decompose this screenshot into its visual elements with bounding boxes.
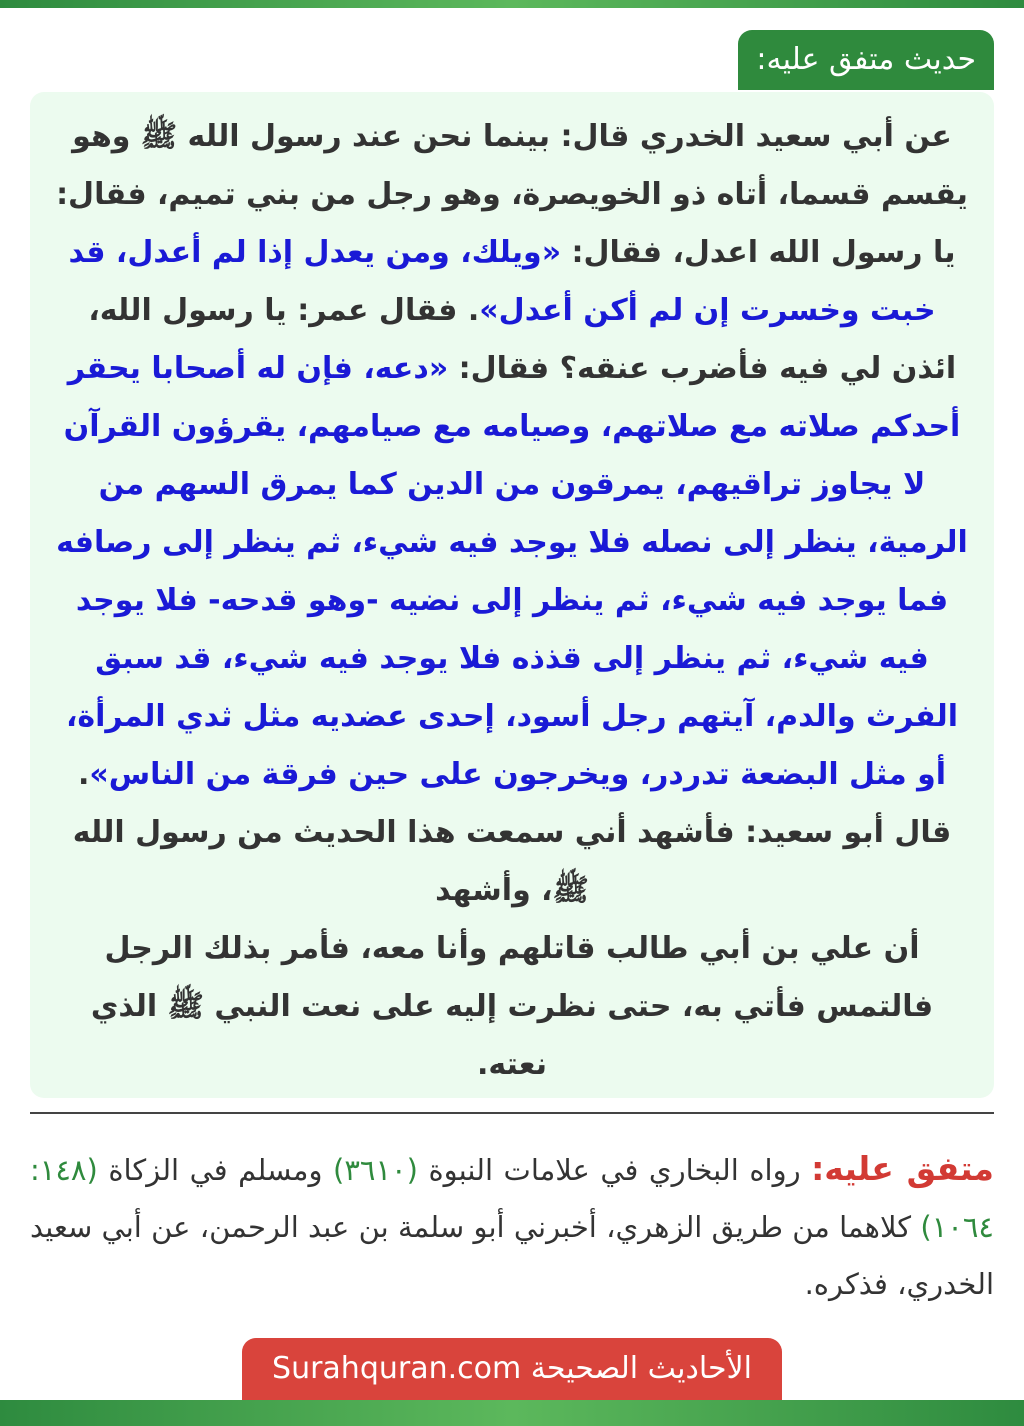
hadith-quote-2: «دعه، فإن له أصحابا يحقر أحدكم صلاته مع صلاتهم، وصيامه مع صيامهم، يقرؤون القرآن لا يجاوز تراقيهم، يمرقون من الدين كما يمرق السهم من الرمية، ينظر إلى نصله فلا يوجد فيه شيء، ثم ينظر إلى رصافه فما يوجد فيه شيء، ثم ينظر إلى نضيه -وهو قدحه- فلا يوجد فيه شيء، ثم ينظر إلى قذذه فلا يوجد فيه شيء، قد سبق الفرث والدم، آيتهم رجل أسود، إحدى عضديه مثل ثدي المرأة، أو مثل البضعة تدردر، ويخرجون على حين فرقة من الناس»	[56, 351, 968, 792]
hadith-narration-part1: عن أبي سعيد الخدري قال: بينما نحن عند رسول الله ﷺ وهو يقسم قسما، أتاه ذو الخويصرة، وهو رجل من بني تميم، فقال: يا رسول الله اعدل، فقال:	[56, 119, 968, 270]
top-accent-bar	[0, 0, 1024, 8]
source-text-1: رواه البخاري في علامات النبوة	[417, 1153, 812, 1187]
section-divider	[30, 1112, 994, 1114]
hadith-title: حديث متفق عليه:	[756, 42, 976, 77]
source-reference-muslim: (١٤٨: ١٠٦٤)	[30, 1153, 994, 1244]
hadith-text-box	[30, 92, 994, 1098]
hadith-source	[30, 1140, 994, 1313]
source-text-3: كلاهما من طريق الزهري، أخبرني أبو سلمة بن عبد الرحمن، عن أبي سعيد الخدري، فذكره.	[30, 1210, 994, 1301]
hadith-narration-part2: . فقال عمر: يا رسول الله، ائذن لي فيه فأضرب عنقه؟ فقال:	[88, 293, 957, 386]
source-text-2: ومسلم في الزكاة	[97, 1153, 333, 1187]
site-badge-label: الأحاديث الصحيحة Surahquran.com	[272, 1351, 752, 1386]
hadith-quote-1: «ويلك، ومن يعدل إذا لم أعدل، قد خبت وخسرت إن لم أكن أعدل»	[68, 235, 936, 328]
hadith-narration-part3: . قال أبو سعيد: فأشهد أني سمعت هذا الحديث من رسول الله ﷺ، وأشهد	[72, 757, 952, 908]
source-label: متفق عليه:	[811, 1149, 994, 1188]
hadith-narration-part4: أن علي بن أبي طالب قاتلهم وأنا معه، فأمر بذلك الرجل فالتمس فأتي به، حتى نظرت إليه على نعت النبي ﷺ الذي نعته.	[90, 931, 934, 1082]
source-reference-bukhari: (٣٦١٠)	[332, 1153, 418, 1187]
hadith-title-tab	[738, 30, 994, 90]
site-badge[interactable]	[242, 1338, 782, 1400]
bottom-accent-bar	[0, 1400, 1024, 1426]
